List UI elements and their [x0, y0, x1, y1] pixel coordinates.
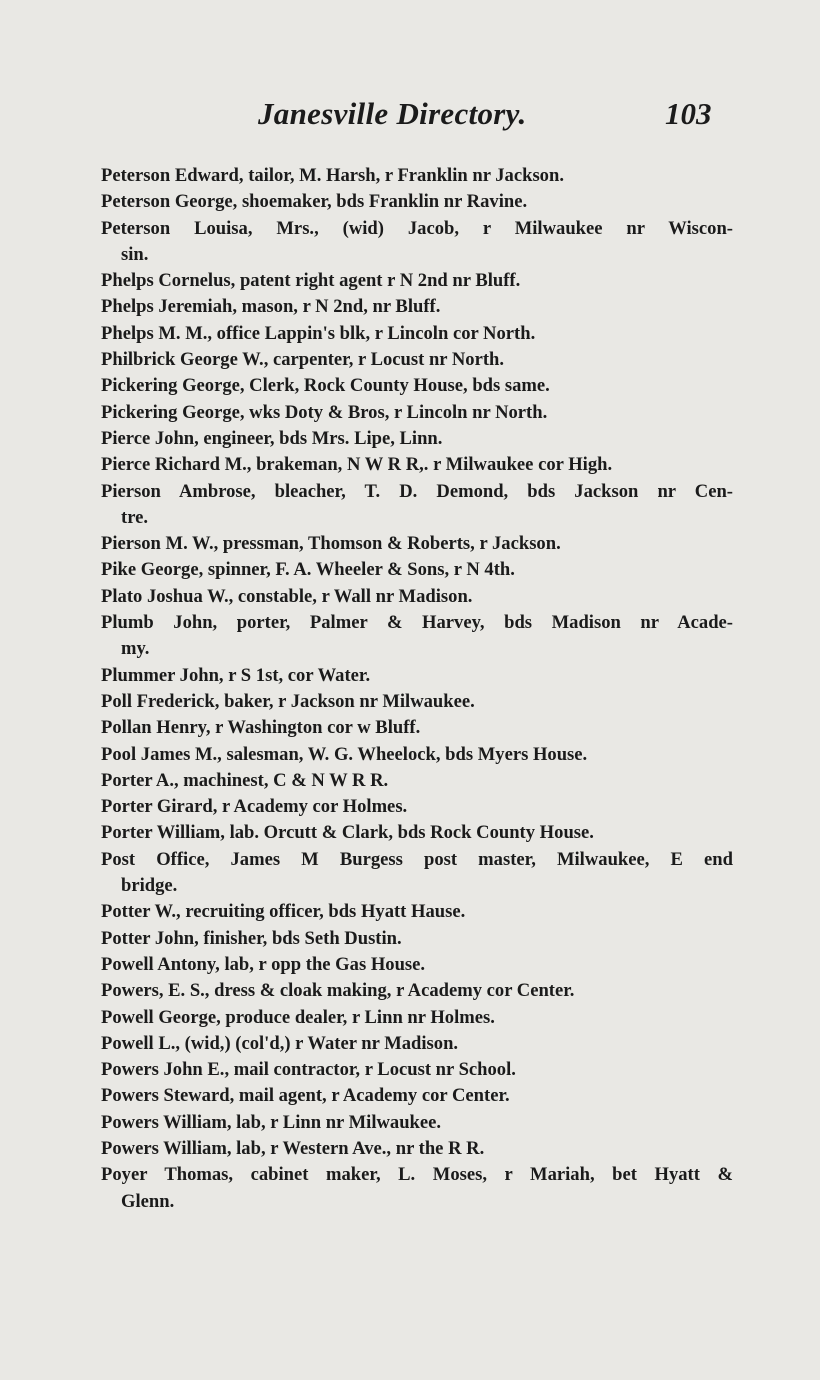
directory-entry: Plumb John, porter, Palmer & Harvey, bds Madison nr Acade- — [101, 612, 733, 634]
directory-entry: Pickering George, wks Doty & Bros, r Lincoln nr North. — [101, 401, 548, 423]
directory-entry: Peterson George, shoemaker, bds Franklin nr Ravine. — [101, 191, 528, 213]
directory-entry: Post Office, James M Burgess post master, Milwaukee, E end — [101, 848, 733, 870]
directory-entries — [101, 163, 733, 1215]
page-number: 103 — [665, 96, 712, 131]
page-header — [0, 96, 820, 140]
directory-entry: Powers Steward, mail agent, r Academy cor Center. — [101, 1085, 510, 1107]
directory-entry: Pollan Henry, r Washington cor w Bluff. — [101, 717, 421, 739]
directory-entry: Phelps M. M., office Lappin's blk, r Lincoln cor North. — [101, 322, 536, 344]
directory-entry: Pierce John, engineer, bds Mrs. Lipe, Linn. — [101, 427, 443, 449]
directory-entry: Porter William, lab. Orcutt & Clark, bds Rock County House. — [101, 822, 594, 844]
directory-entry: Phelps Cornelus, patent right agent r N 2nd nr Bluff. — [101, 270, 521, 292]
directory-entry: Peterson Louisa, Mrs., (wid) Jacob, r Milwaukee nr Wiscon- — [101, 217, 733, 239]
directory-entry: Pierce Richard M., brakeman, N W R R,. r Milwaukee cor High. — [101, 454, 613, 476]
directory-entry-continuation: Glenn. — [121, 1190, 175, 1212]
directory-entry-continuation: tre. — [121, 506, 149, 528]
directory-entry: Powers William, lab, r Western Ave., nr the R R. — [101, 1137, 485, 1159]
directory-entry: Philbrick George W., carpenter, r Locust nr North. — [101, 349, 505, 371]
directory-entry: Pierson M. W., pressman, Thomson & Roberts, r Jackson. — [101, 533, 561, 555]
directory-entry-continuation: sin. — [121, 243, 149, 265]
directory-entry-continuation: bridge. — [121, 875, 178, 897]
directory-entry: Powers John E., mail contractor, r Locust nr School. — [101, 1059, 516, 1081]
directory-entry: Peterson Edward, tailor, M. Harsh, r Franklin nr Jackson. — [101, 165, 564, 186]
directory-entry: Phelps Jeremiah, mason, r N 2nd, nr Bluff. — [101, 296, 441, 318]
directory-entry: Powell Antony, lab, r opp the Gas House. — [101, 953, 426, 975]
directory-entry: Potter John, finisher, bds Seth Dustin. — [101, 927, 402, 949]
directory-entry: Pool James M., salesman, W. G. Wheelock, bds Myers House. — [101, 743, 588, 765]
directory-entry: Powell L., (wid,) (col'd,) r Water nr Madison. — [101, 1032, 459, 1054]
directory-entry: Poll Frederick, baker, r Jackson nr Milwaukee. — [101, 690, 475, 712]
directory-entry: Powers William, lab, r Linn nr Milwaukee. — [101, 1111, 442, 1133]
directory-entry: Pickering George, Clerk, Rock County House, bds same. — [101, 375, 550, 397]
directory-entry: Pierson Ambrose, bleacher, T. D. Demond, bds Jackson nr Cen- — [101, 480, 733, 502]
running-title: Janesville Directory. — [258, 96, 527, 131]
directory-entry: Pike George, spinner, F. A. Wheeler & Sons, r N 4th. — [101, 559, 515, 581]
directory-entry: Plummer John, r S 1st, cor Water. — [101, 664, 371, 686]
directory-entry-continuation: my. — [121, 638, 150, 660]
directory-entry: Porter A., machinest, C & N W R R. — [101, 769, 389, 791]
directory-entry: Poyer Thomas, cabinet maker, L. Moses, r Mariah, bet Hyatt & — [101, 1164, 733, 1186]
directory-entry: Porter Girard, r Academy cor Holmes. — [101, 796, 408, 818]
directory-entry: Powell George, produce dealer, r Linn nr Holmes. — [101, 1006, 495, 1028]
directory-entry: Potter W., recruiting officer, bds Hyatt Hause. — [101, 901, 466, 923]
directory-entry: Plato Joshua W., constable, r Wall nr Madison. — [101, 585, 473, 607]
directory-entry: Powers, E. S., dress & cloak making, r Academy cor Center. — [101, 980, 575, 1002]
